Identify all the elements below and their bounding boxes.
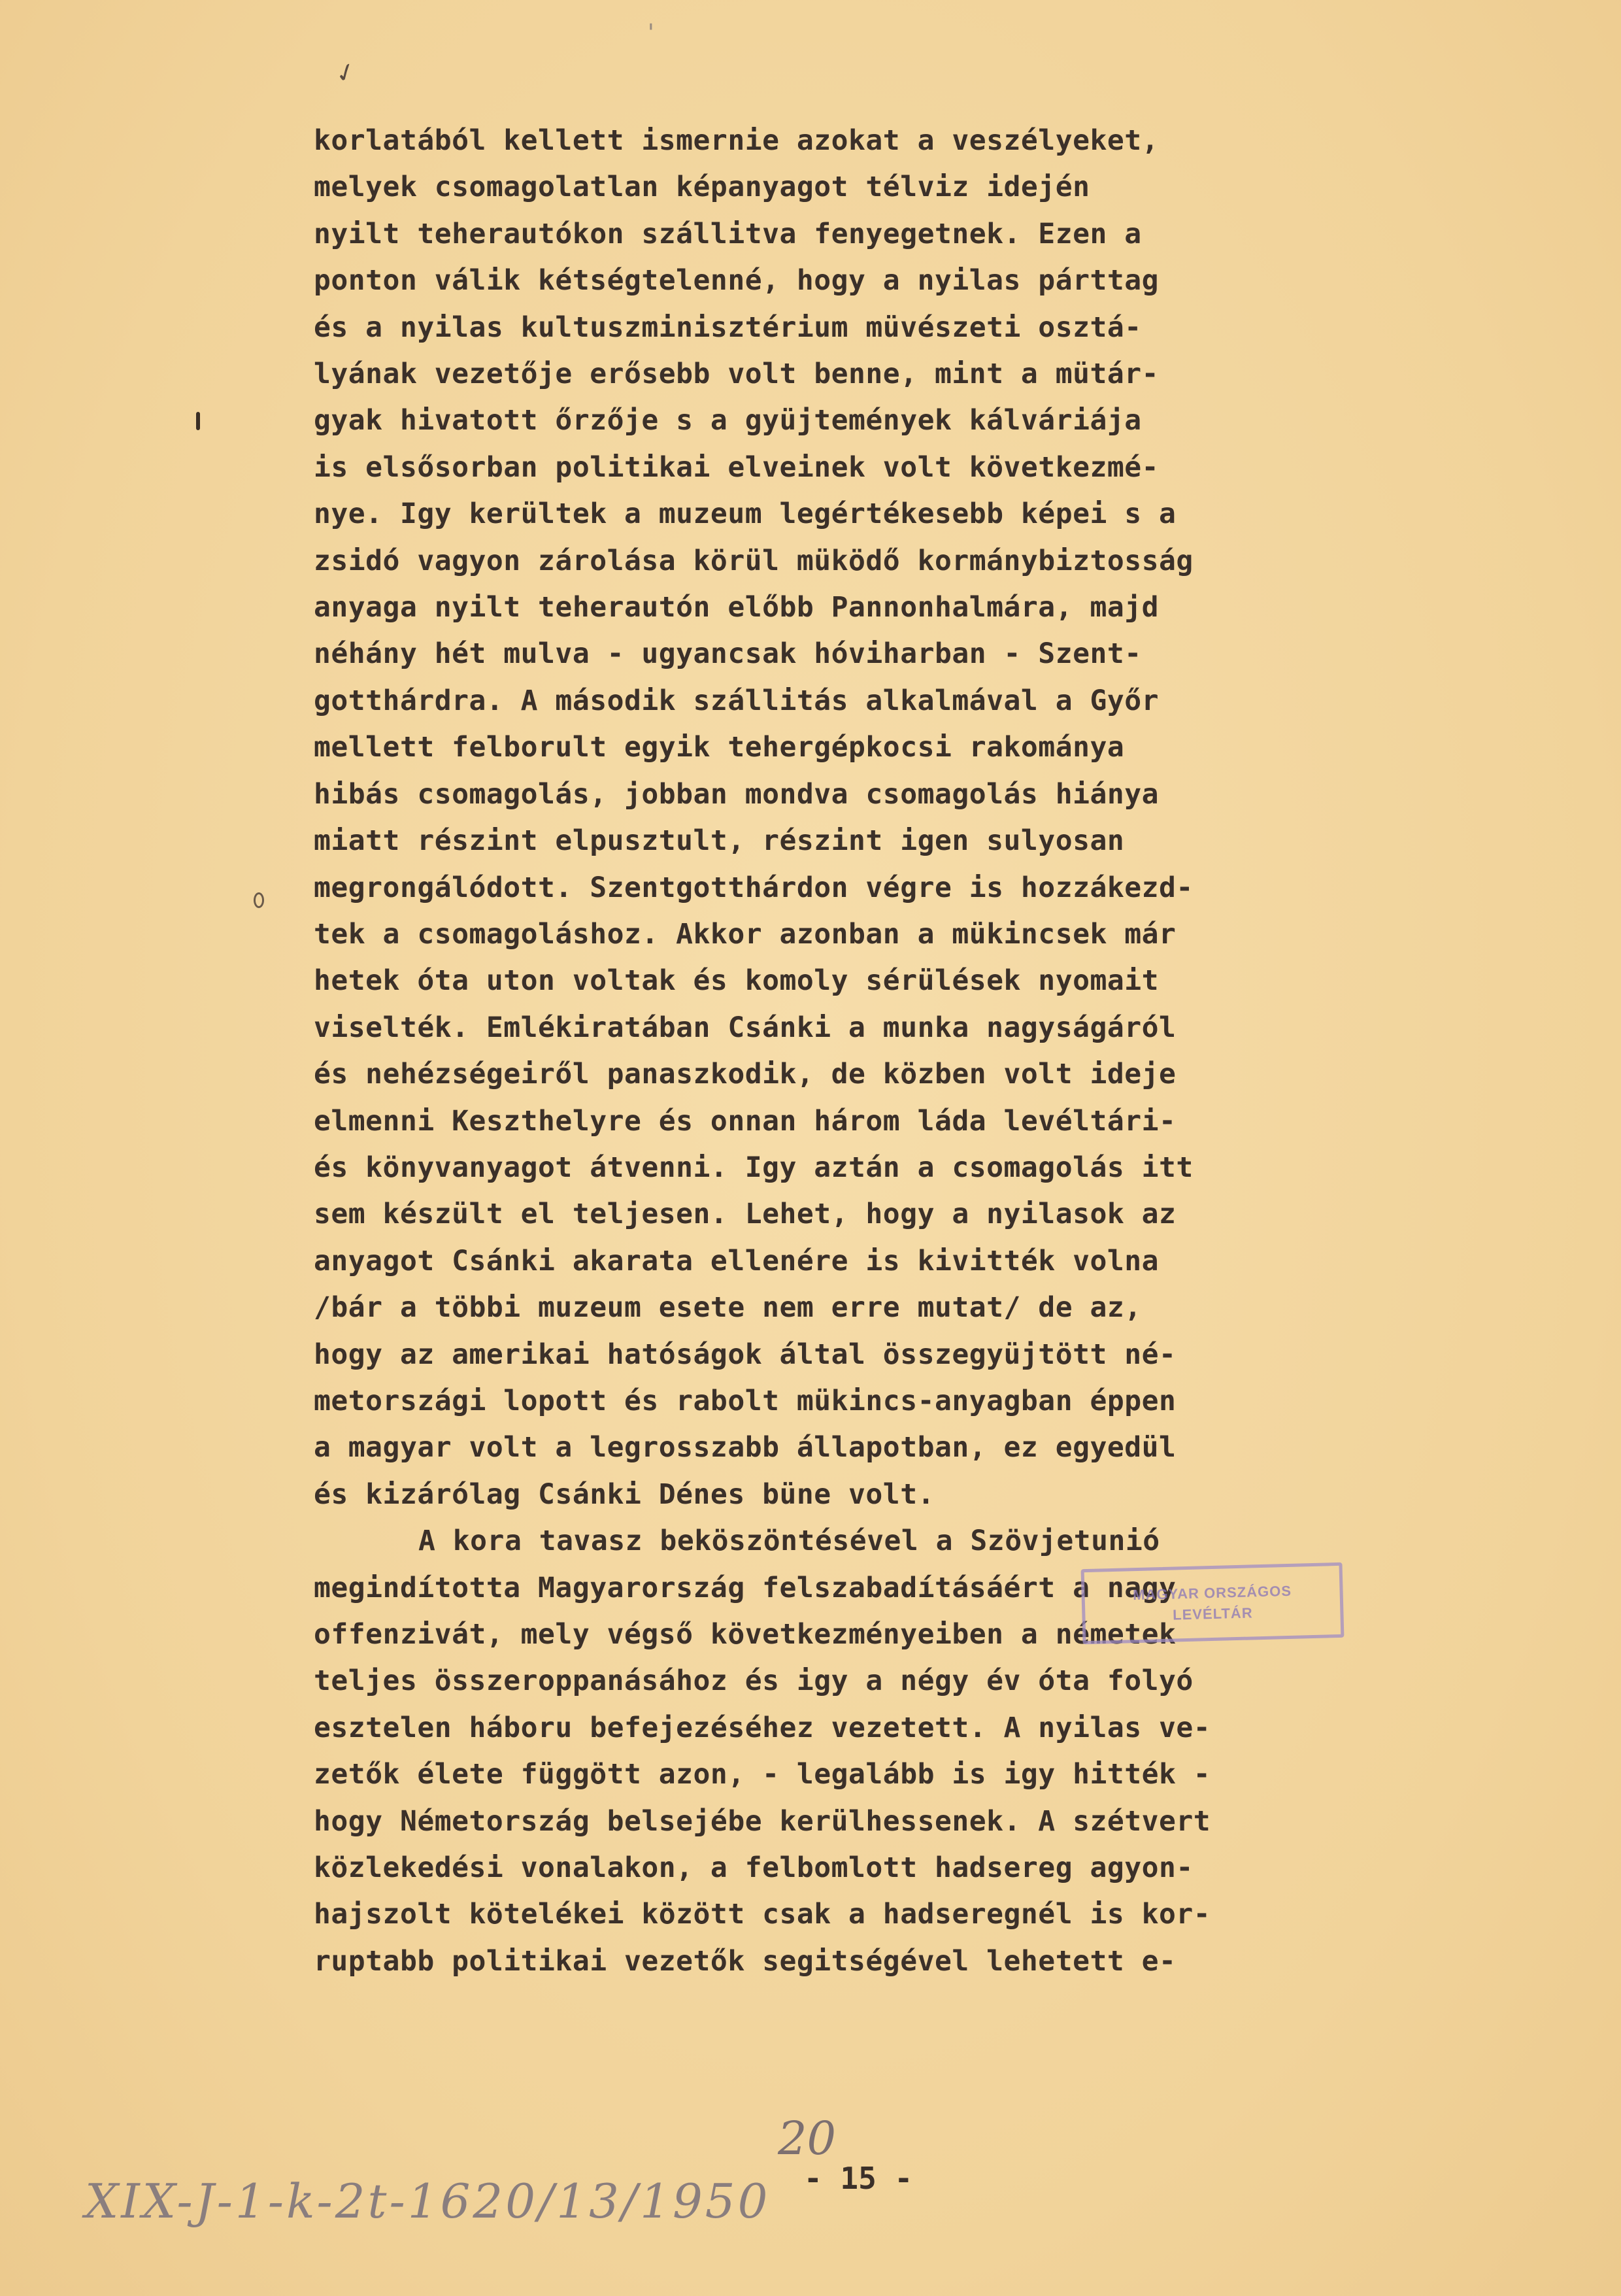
text-line: hibás csomagolás, jobban mondva csomagolás hiánya	[314, 777, 1160, 811]
archive-stamp	[1081, 1562, 1345, 1644]
margin-mark	[196, 412, 200, 430]
text-line: anyaga nyilt teherautón előbb Pannonhalmára, majd	[314, 591, 1160, 624]
text-line: hogy az amerikai hatóságok által összegyüjtött né-	[314, 1338, 1177, 1371]
text-line: tek a csomagoláshoz. Akkor azonban a mükincsek már	[314, 917, 1177, 951]
text-line: és a nyilas kultuszminisztérium müvészeti osztá-	[314, 311, 1142, 344]
text-line: és nehézségeiről panaszkodik, de közben volt ideje	[314, 1058, 1177, 1091]
text-line: gotthárdra. A második szállitás alkalmával a Győr	[314, 684, 1160, 717]
text-line: hetek óta uton voltak és komoly sérülések nyomait	[314, 964, 1160, 998]
text-line: teljes összeroppanásához és igy a négy év óta folyó	[314, 1664, 1194, 1698]
text-line: nye. Igy kerültek a muzeum legértékesebb képei s a	[314, 498, 1177, 531]
text-line: zsidó vagyon zárolása körül müködő kormánybiztosság	[314, 544, 1194, 577]
text-line: megindította Magyarország felszabadításáért a nagy	[314, 1571, 1177, 1604]
text-line: megrongálódott. Szentgotthárdon végre is hozzákezd-	[314, 871, 1194, 904]
text-line: közlekedési vonalakon, a felbomlott hadsereg agyon-	[314, 1851, 1194, 1885]
archive-reference: XIX-J-1-k-2t-1620/13/1950	[85, 2174, 771, 2229]
text-line: anyagot Csánki akarata ellenére is kivitték volna	[314, 1244, 1160, 1277]
handwritten-page-number: 20	[778, 2112, 837, 2165]
check-mark-icon: ✓	[331, 54, 359, 91]
text-line: mellett felborult egyik tehergépkocsi rakománya	[314, 731, 1125, 764]
text-line: zetők élete függött azon, - legalább is igy hitték -	[314, 1758, 1211, 1791]
text-line: is elsősorban politikai elveinek volt következmé-	[314, 450, 1160, 484]
quote-mark: '	[644, 20, 658, 46]
text-line: elmenni Keszthelyre és onnan három láda levéltári-	[314, 1104, 1177, 1138]
text-line: és kizárólag Csánki Dénes büne volt.	[314, 1477, 935, 1511]
text-line: korlatából kellett ismernie azokat a veszélyeket,	[314, 124, 1160, 157]
text-line: sem készült el teljesen. Lehet, hogy a nyilasok az	[314, 1198, 1177, 1231]
text-line: viselték. Emlékiratában Csánki a munka nagyságáról	[314, 1011, 1177, 1044]
text-line: offenzivát, mely végső következményeiben a németek	[314, 1618, 1177, 1651]
typewritten-text	[314, 118, 1386, 1985]
margin-circle-mark	[254, 892, 264, 908]
text-line: miatt részint elpusztult, részint igen sulyosan	[314, 824, 1125, 858]
page-number: - 15 -	[804, 2161, 913, 2196]
text-line: nyilt teherautókon szállitva fenyegetnek. Ezen a	[314, 217, 1142, 250]
text-line: hogy Németország belsejébe kerülhessenek. A szétvert	[314, 1804, 1211, 1838]
text-line: A kora tavasz beköszöntésével a Szövjetunió	[418, 1525, 1160, 1558]
text-line: melyek csomagolatlan képanyagot télviz idején	[314, 171, 1090, 204]
text-line: a magyar volt a legrosszabb állapotban, ez egyedül	[314, 1431, 1177, 1464]
text-line: /bár a többi muzeum esete nem erre mutat/ de az,	[314, 1291, 1142, 1325]
text-line: néhány hét mulva - ugyancsak hóviharban - Szent-	[314, 637, 1142, 671]
text-line: ponton válik kétségtelenné, hogy a nyilas párttag	[314, 264, 1160, 297]
text-line: hajszolt kötelékei között csak a hadseregnél is kor-	[314, 1898, 1211, 1931]
text-line: és könyvanyagot átvenni. Igy aztán a csomagolás itt	[314, 1151, 1194, 1184]
text-line: gyak hivatott őrzője s a gyüjtemények kálváriája	[314, 404, 1142, 437]
text-line: metországi lopott és rabolt mükincs-anyagban éppen	[314, 1384, 1177, 1417]
text-line: lyának vezetője erősebb volt benne, mint a mütár-	[314, 358, 1160, 391]
stamp-text-line: LEVÉLTÁR	[1172, 1604, 1253, 1623]
stamp-text-line: MAGYAR ORSZÁGOS	[1132, 1582, 1292, 1603]
text-line: esztelen háboru befejezéséhez vezetett. A nyilas ve-	[314, 1711, 1211, 1744]
text-line: ruptabb politikai vezetők segitségével lehetett e-	[314, 1944, 1177, 1978]
